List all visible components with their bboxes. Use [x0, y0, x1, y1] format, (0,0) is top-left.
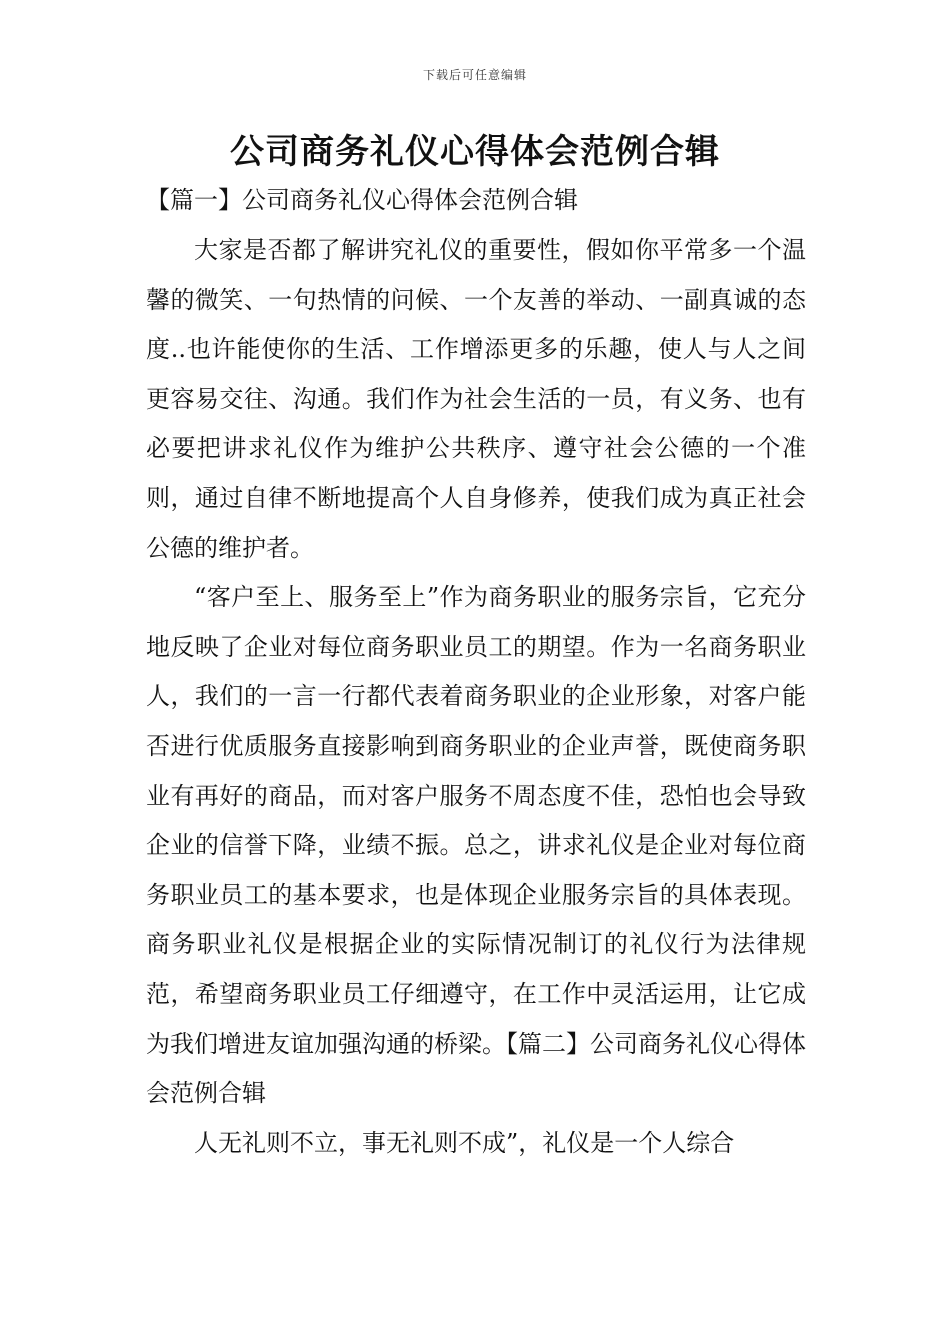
paragraph-2: [146, 573, 806, 1119]
section-heading-2: 【篇二】公司商务礼仪心得体会范例合辑: [146, 1029, 806, 1108]
section-heading-1: 【篇一】公司商务礼仪心得体会范例合辑: [146, 186, 578, 214]
paragraph-3: 人无礼则不立，事无礼则不成”，礼仪是一个人综合: [194, 1128, 735, 1157]
header-note: 下载后可任意编辑: [422, 68, 527, 82]
document-title: 公司商务礼仪心得体会范例合辑: [230, 132, 720, 172]
document-body: [146, 226, 806, 1168]
paragraph-2-text: “客户至上、服务至上”作为商务职业的服务宗旨，它充分地反映了企业对每位商务职业员工的期望。作为一名商务职业人，我们的一言一行都代表着商务职业的企业形象，对客户能否进行优质服务直接影响到商务职业的企业声誉，既使商务职业有再好的商品，而对客户服务不周态度不佳，恐怕也会导致企业的信誉下降，业绩不振。总之，讲求礼仪是企业对每位商务职业员工的基本要求，也是体现企业服务宗旨的具体表现。商务职业礼仪是根据企业的实际情况制订的礼仪行为法律规范，希望商务职业员工仔细遵守，在工作中灵活运用，让它成为我们增进友谊加强沟通的桥梁。: [146, 583, 806, 1058]
paragraph-1: 大家是否都了解讲究礼仪的重要性，假如你平常多一个温馨的微笑、一句热情的问候、一个友善的举动、一副真诚的态度..也许能使你的生活、工作增添更多的乐趣，使人与人之间更容易交往、沟通。我们作为社会生活的一员，有义务、也有必要把讲求礼仪作为维护公共秩序、遵守社会公德的一个准则，通过自律不断地提高个人自身修养，使我们成为真正社会公德的维护者。: [146, 236, 806, 562]
